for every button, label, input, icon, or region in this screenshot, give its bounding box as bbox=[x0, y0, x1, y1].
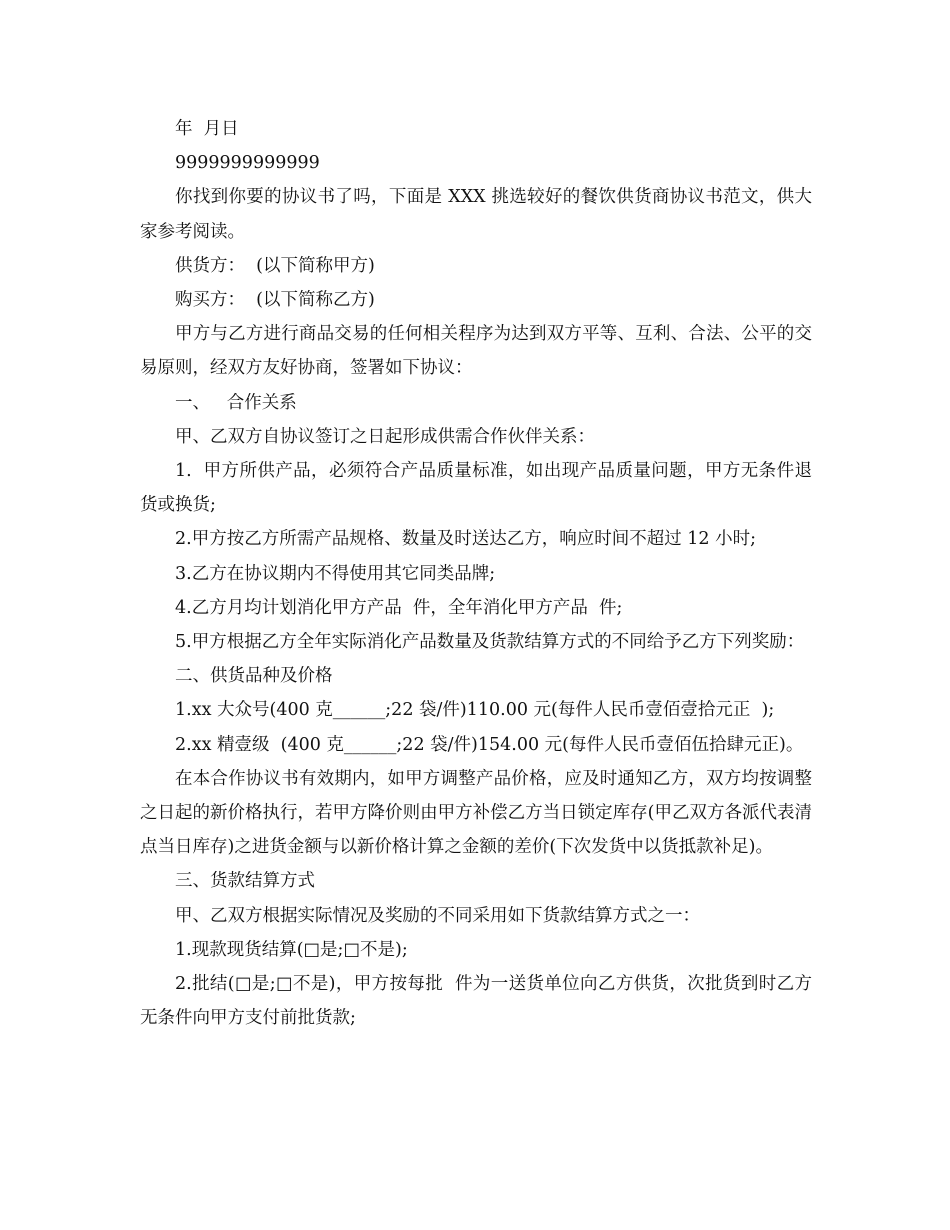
supplier-line: 供货方： (以下简称甲方) bbox=[175, 255, 375, 276]
section-heading-products: 二、供货品种及价格 bbox=[175, 666, 333, 687]
preamble-paragraph: 甲方与乙方进行商品交易的任何相关程序为达到双方平等、互利、合法、公平的交易原则，经双方友好协商，签署如下协议： bbox=[140, 324, 812, 379]
clause-3: 3.乙方在协议期内不得使用其它同类品牌; bbox=[175, 563, 496, 584]
cooperation-intro: 甲、乙双方自协议签订之日起形成供需合作伙伴关系： bbox=[175, 426, 595, 447]
product-item-2: 2.xx 精壹级 (400 克______;22 袋/件)154.00 元(每件人民币壹佰伍拾肆元正)。 bbox=[175, 734, 804, 755]
number-line: 9999999999999 bbox=[175, 153, 320, 174]
payment-intro: 甲、乙双方根据实际情况及奖励的不同采用如下货款结算方式之一： bbox=[175, 905, 700, 926]
clause-1: 1. 甲方所供产品，必须符合产品质量标准，如出现产品质量问题，甲方无条件退货或换货; bbox=[140, 461, 812, 516]
intro-paragraph: 你找到你要的协议书了吗，下面是 XXX 挑选较好的餐饮供货商协议书范文，供大家参考阅读。 bbox=[140, 187, 812, 242]
section-heading-payment: 三、货款结算方式 bbox=[175, 871, 315, 892]
section-heading-cooperation: 一、 合作关系 bbox=[175, 392, 297, 413]
payment-option-2: 2.批结(□是;□不是)，甲方按每批 件为一送货单位向乙方供货，次批货到时乙方无条件向甲方支付前批货款; bbox=[140, 974, 812, 1029]
clause-2: 2.甲方按乙方所需产品规格、数量及时送达乙方，响应时间不超过 12 小时; bbox=[175, 529, 756, 550]
buyer-line: 购买方： (以下简称乙方) bbox=[175, 290, 375, 311]
document-body bbox=[140, 112, 812, 1035]
date-line: 年 月日 bbox=[175, 119, 239, 139]
clause-4: 4.乙方月均计划消化甲方产品 件，全年消化甲方产品 件; bbox=[175, 597, 623, 618]
price-adjustment-paragraph: 在本合作协议书有效期内，如甲方调整产品价格，应及时通知乙方，双方均按调整之日起的新价格执行，若甲方降价则由甲方补偿乙方当日锁定库存(甲乙双方各派代表清点当日库存)之进货金额与以新价格计算之金额的差价(下次发货中以货抵款补足)。 bbox=[140, 768, 812, 858]
product-item-1: 1.xx 大众号(400 克______;22 袋/件)110.00 元(每件人民币壹佰壹拾元正 ); bbox=[175, 700, 775, 721]
clause-5: 5.甲方根据乙方全年实际消化产品数量及货款结算方式的不同给予乙方下列奖励： bbox=[175, 632, 805, 653]
payment-option-1: 1.现款现货结算(□是;□不是); bbox=[175, 939, 408, 960]
